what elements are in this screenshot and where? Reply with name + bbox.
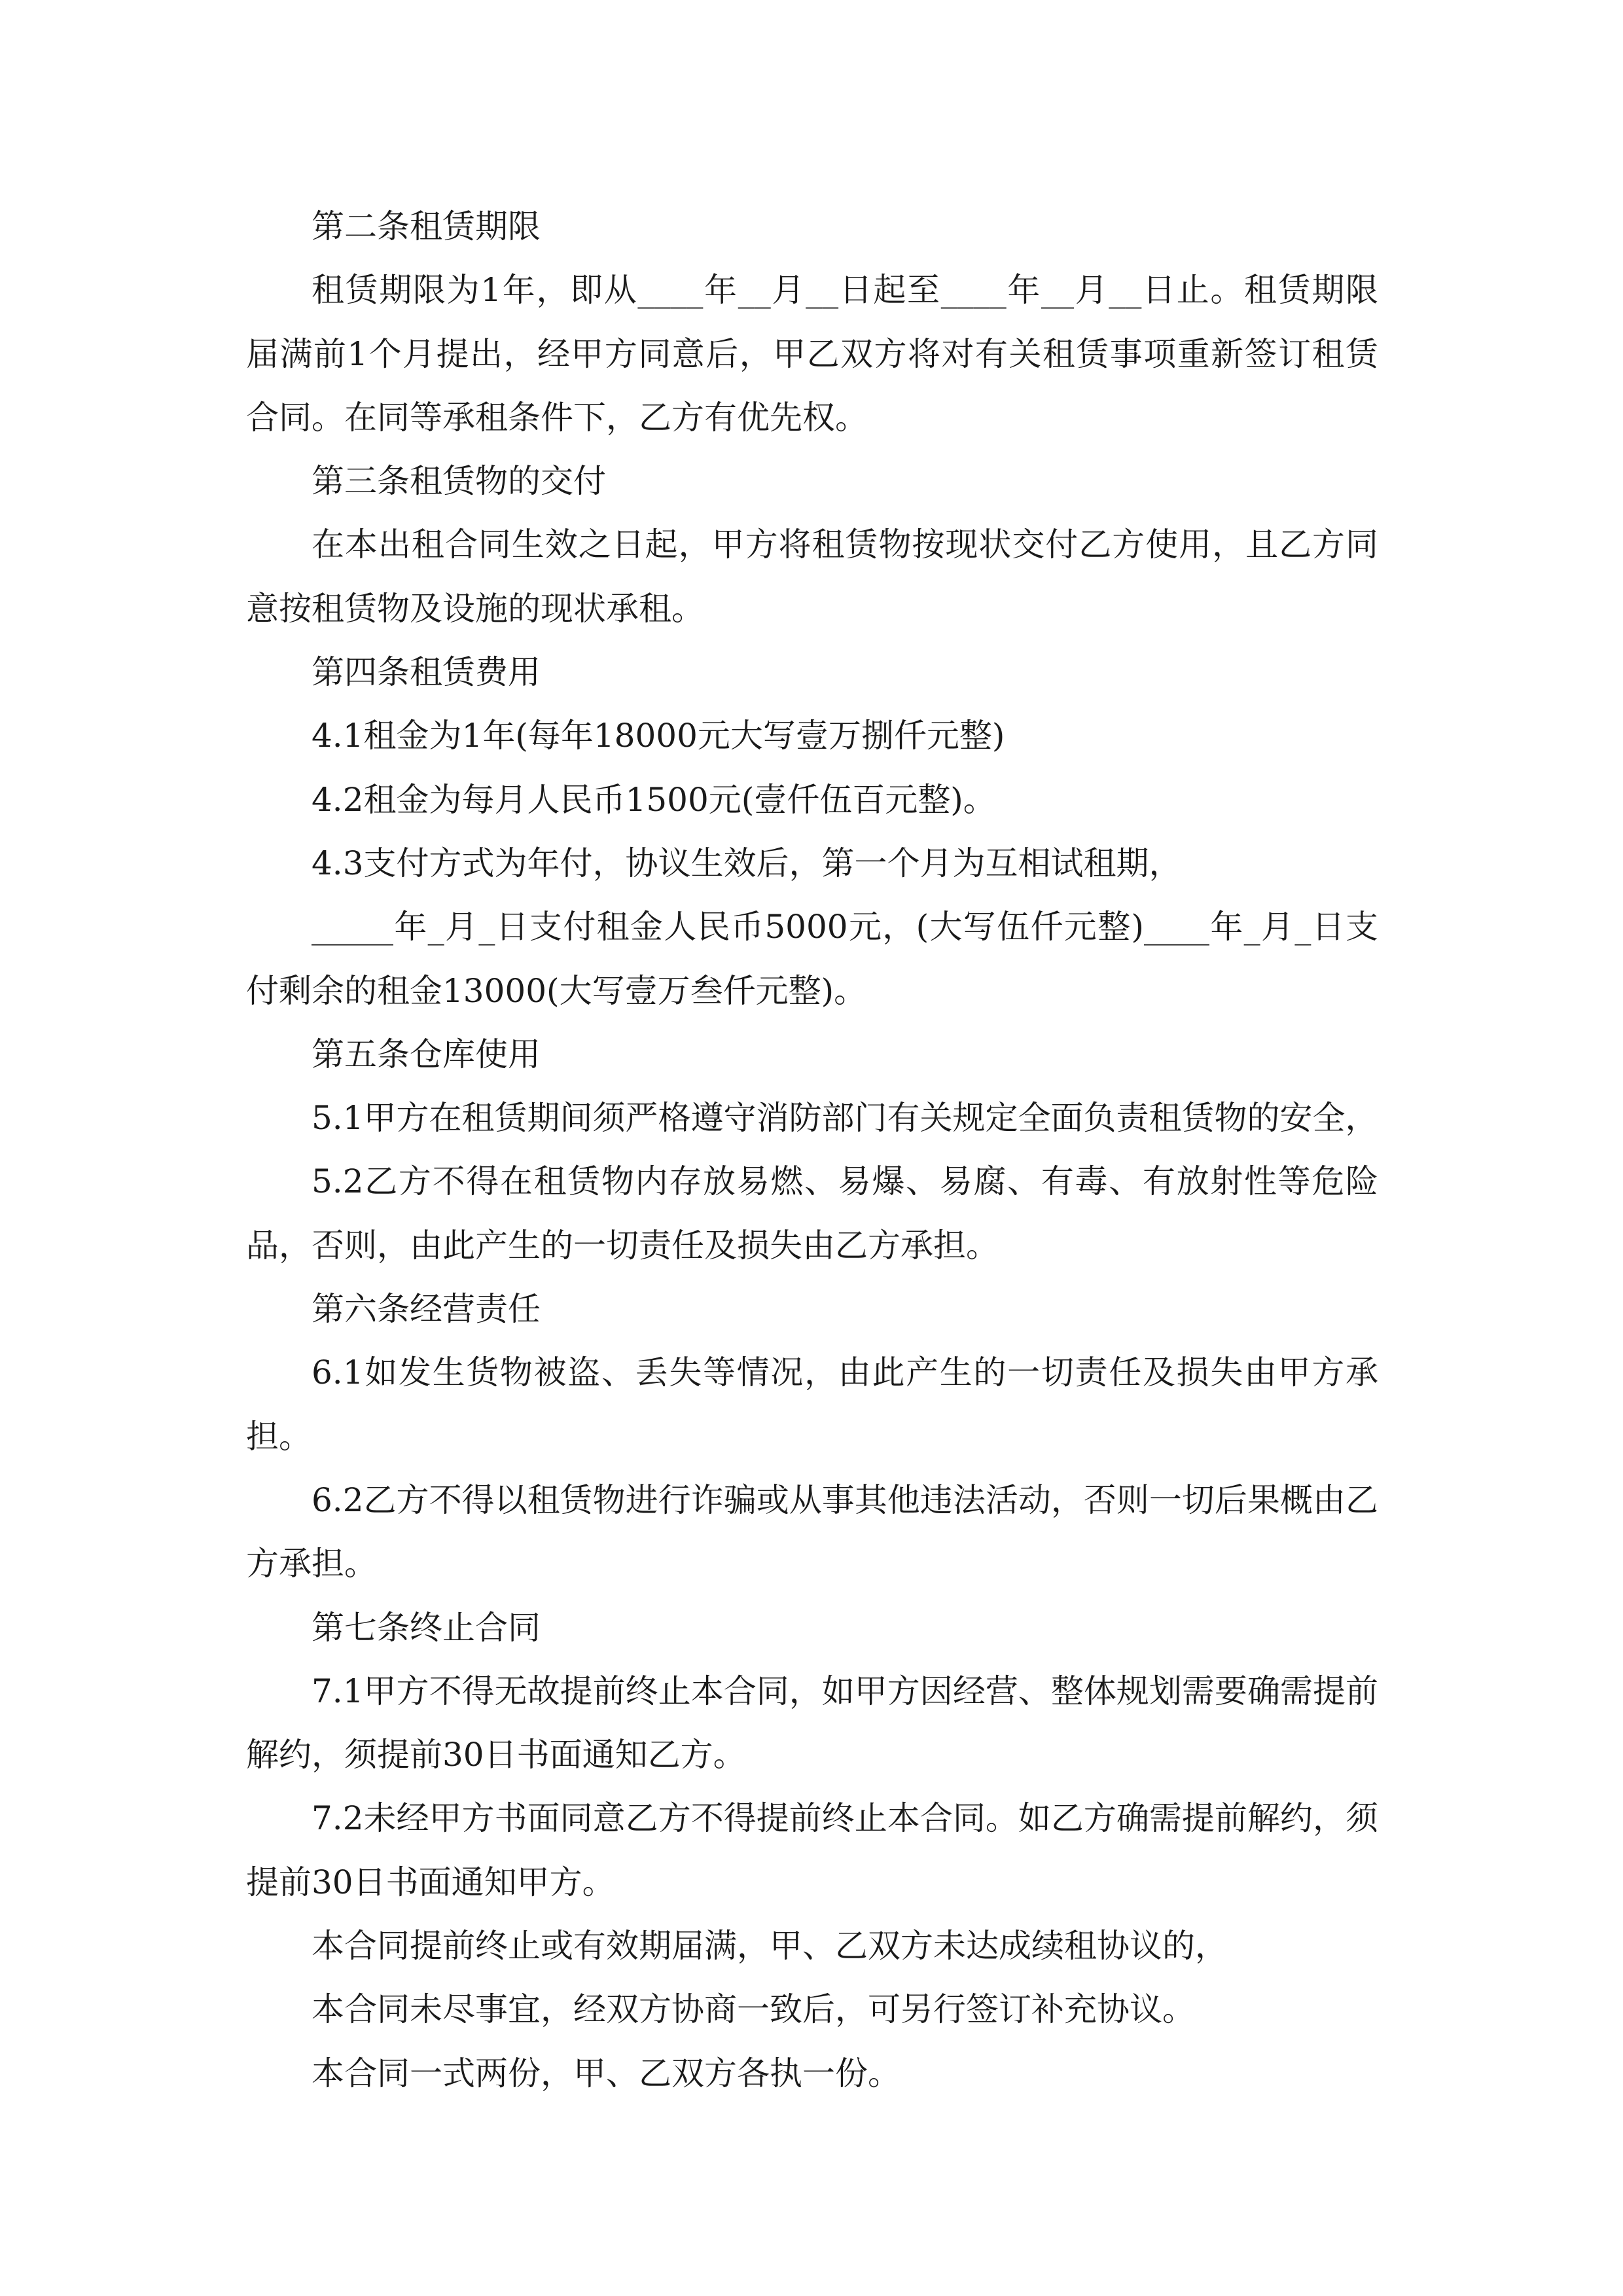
paragraph-copies: 本合同一式两份，甲、乙双方各执一份。 xyxy=(312,2054,901,2092)
section-heading-termination: 第七条终止合同 xyxy=(312,1608,541,1647)
section-heading-lease-term: 第二条租赁期限 xyxy=(312,207,541,245)
paragraph-warehouse-5-2: 5.2乙方不得在租赁物内存放易燃、易爆、易腐、有毒、有放射性等危险品，否则，由此产生的一切责任及损失由乙方承担。 xyxy=(246,1162,1378,1265)
paragraph-supplementary: 本合同未尽事宜，经双方协商一致后，可另行签订补充协议。 xyxy=(312,1990,1195,2029)
paragraph-termination-7-2: 7.2未经甲方书面同意乙方不得提前终止本合同。如乙方确需提前解约，须提前30日书面通知甲方。 xyxy=(246,1799,1378,1901)
paragraph-payment-schedule: _____年_月_日支付租金人民币5000元，(大写伍仟元整)____年_月_日支付剩余的租金13000(大写壹万叁仟元整)。 xyxy=(246,908,1378,1010)
paragraph-warehouse-5-1: 5.1甲方在租赁期间须严格遵守消防部门有关规定全面负责租赁物的安全， xyxy=(312,1099,1378,1138)
paragraph-delivery: 在本出租合同生效之日起，甲方将租赁物按现状交付乙方使用，且乙方同意按租赁物及设施的现状承租。 xyxy=(246,526,1378,628)
section-heading-delivery: 第三条租赁物的交付 xyxy=(312,462,606,501)
paragraph-operation-6-2: 6.2乙方不得以租赁物进行诈骗或从事其他违法活动，否则一切后果概由乙方承担。 xyxy=(246,1480,1378,1583)
paragraph-lease-term: 租赁期限为1年，即从____年__月__日起至____年__月__日止。租赁期限届满前1个月提出，经甲方同意后，甲乙双方将对有关租赁事项重新签订租赁合同。在同等承租条件下，乙方有优先权。 xyxy=(246,271,1378,437)
paragraph-fee-4-1: 4.1租金为1年(每年18000元大写壹万捌仟元整) xyxy=(312,717,1005,755)
paragraph-fee-4-2: 4.2租金为每月人民币1500元(壹仟伍百元整)。 xyxy=(312,780,996,819)
contract-body xyxy=(246,195,1378,2106)
section-heading-operation: 第六条经营责任 xyxy=(312,1290,541,1329)
paragraph-operation-6-1: 6.1如发生货物被盗、丢失等情况，由此产生的一切责任及损失由甲方承担。 xyxy=(246,1354,1378,1456)
paragraph-fee-4-3: 4.3支付方式为年付，协议生效后，第一个月为互相试租期， xyxy=(312,844,1182,882)
paragraph-expiry: 本合同提前终止或有效期届满，甲、乙双方未达成续租协议的， xyxy=(312,1927,1228,1965)
paragraph-termination-7-1: 7.1甲方不得无故提前终止本合同，如甲方因经营、整体规划需要确需提前解约，须提前30日书面通知乙方。 xyxy=(246,1672,1378,1774)
section-heading-fees: 第四条租赁费用 xyxy=(312,653,541,692)
section-heading-warehouse-use: 第五条仓库使用 xyxy=(312,1035,541,1073)
